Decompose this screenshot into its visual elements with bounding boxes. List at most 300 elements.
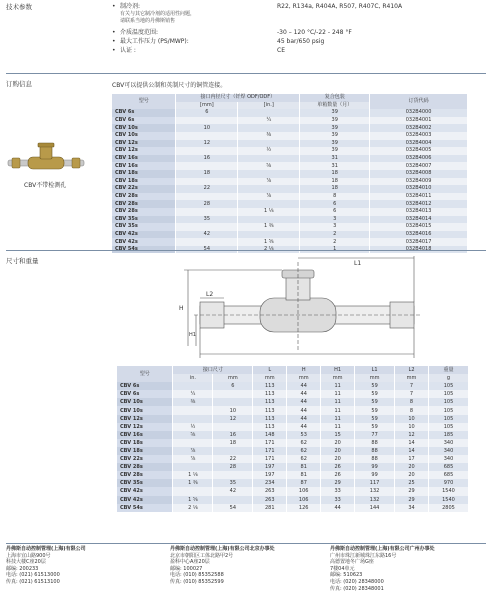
size-in-cell: 1 ⅝ [238,238,300,246]
office-beijing [170,546,275,586]
table-row [117,382,469,390]
dim-H-cell: 81 [287,471,321,479]
dim-H-cell: 44 [287,423,321,431]
code-cell: 032B4000 [370,109,468,117]
dim-L-cell: 113 [253,390,287,398]
dim-mm-cell: 18 [213,439,253,447]
code-cell: 032B4007 [370,162,468,170]
label-H: H [179,305,184,312]
qty-cell: 6 [300,208,370,216]
dim-L2-cell: 20 [395,471,429,479]
header-in: [in.] [238,102,300,110]
dim-H1-cell: 33 [321,487,355,495]
spec-list [112,2,482,55]
size-mm-cell [176,147,238,155]
dim-mm-cell [213,447,253,455]
dim-in-cell: ¼ [173,390,213,398]
footer-divider [6,543,486,544]
size-mm-cell: 28 [176,200,238,208]
bullet-icon: • [112,3,116,10]
table-row [117,423,469,431]
size-in-cell [238,155,300,163]
dim-in-cell [173,487,213,495]
model-cell: CBV 12s [117,415,173,423]
model-cell: CBV 18s [117,447,173,455]
dim-H1-cell: 20 [321,455,355,463]
dim-mm-cell [213,423,253,431]
dim-w-cell: 105 [428,406,468,414]
model-cell: CBV 10s [112,124,176,132]
dim-in-cell: 1 ⅝ [173,496,213,504]
table-row [117,471,469,479]
header-mm: [mm] [176,102,238,110]
header-model: 型号 [112,94,176,109]
dim-L2-cell: 7 [395,382,429,390]
size-mm-cell: 12 [176,140,238,148]
qty-cell: 6 [300,200,370,208]
header-in: in. [173,374,213,382]
office-line: 邮编: 200233 [6,565,39,572]
qty-cell: 3 [300,216,370,224]
dim-w-cell: 685 [428,463,468,471]
dim-L2-cell: 14 [395,439,429,447]
dim-L-cell: 113 [253,382,287,390]
model-cell: CBV 6s [112,117,176,125]
dim-H-cell: 44 [287,415,321,423]
dim-w-cell: 185 [428,431,468,439]
dim-w-cell: 685 [428,471,468,479]
size-mm-cell [176,117,238,125]
dim-in-cell: ⅞ [173,455,213,463]
dim-L1-cell: 77 [355,431,395,439]
size-in-cell [238,124,300,132]
qty-cell: 39 [300,124,370,132]
model-cell: CBV 16s [112,155,176,163]
qty-cell: 2 [300,231,370,239]
dim-L2-cell: 25 [395,479,429,487]
dim-H-cell: 44 [287,390,321,398]
header-L1: L1 [355,366,395,374]
dim-in-cell [173,406,213,414]
qty-cell: 31 [300,155,370,163]
table-row [112,216,468,224]
size-in-cell [238,170,300,178]
qty-cell: 39 [300,117,370,125]
office-line: 电话: (020) 28348000 [330,578,384,585]
dim-L-cell: 263 [253,496,287,504]
size-mm-cell: 22 [176,185,238,193]
table-row [117,504,469,512]
dim-in-cell [173,439,213,447]
qty-cell: 39 [300,140,370,148]
code-cell: 032B4010 [370,185,468,193]
dim-H1-cell: 11 [321,382,355,390]
size-mm-cell [176,193,238,201]
model-cell: CBV 42s [117,496,173,504]
code-cell: 032B4018 [370,246,468,254]
dim-w-cell: 105 [428,390,468,398]
size-in-cell [238,185,300,193]
office-line: 广州市珠江新城珠江东路16号 [330,552,397,559]
table-row [112,109,468,117]
dim-in-cell: ½ [173,423,213,431]
dim-L2-cell: 17 [395,455,429,463]
dim-mm-cell [213,471,253,479]
table-row [112,193,468,201]
qty-cell: 18 [300,178,370,186]
dim-L-cell: 113 [253,415,287,423]
dim-H1-cell: 33 [321,496,355,504]
model-cell: CBV 12s [112,140,176,148]
model-cell: CBV 28s [117,463,173,471]
table-row [117,447,469,455]
qty-cell: 18 [300,185,370,193]
size-in-cell: ⅜ [238,132,300,140]
dim-mm-cell: 10 [213,406,253,414]
dim-H1-cell: 11 [321,415,355,423]
model-cell: CBV 28s [112,208,176,216]
size-mm-cell: 35 [176,216,238,224]
section-divider [6,73,486,74]
dim-L-cell: 281 [253,504,287,512]
dim-mm-cell: 42 [213,487,253,495]
model-cell: CBV 54s [117,504,173,512]
dim-L2-cell: 8 [395,398,429,406]
valve-caption: CBV不带检测孔 [24,182,67,189]
spec-row [112,28,482,37]
dim-L1-cell: 144 [355,504,395,512]
dim-H1-cell: 20 [321,439,355,447]
dim-L2-cell: 12 [395,431,429,439]
table-row [117,439,469,447]
model-cell: CBV 6s [117,382,173,390]
dim-in-cell: 1 ⅛ [173,471,213,479]
spec-row [112,37,482,46]
code-cell: 032B4017 [370,238,468,246]
dim-in-cell [173,463,213,471]
dim-H1-cell: 44 [321,504,355,512]
qty-cell: 39 [300,109,370,117]
office-line: 丹佛斯自动控制管理(上海)有限公司 [6,546,86,552]
dim-L-cell: 113 [253,406,287,414]
size-in-cell: 1 ⅛ [238,208,300,216]
dim-in-cell [173,382,213,390]
table-row [112,140,468,148]
spec-label: 认证 : [120,47,136,54]
dim-H1-cell: 26 [321,471,355,479]
dim-L-cell: 113 [253,398,287,406]
dim-L-cell: 197 [253,463,287,471]
dimension-drawing [178,256,428,360]
dimension-table [117,366,469,512]
dim-H1-cell: 11 [321,390,355,398]
office-line: 丹佛斯自动控制管理(上海)有限公司广州办事处 [330,546,435,552]
dim-w-cell: 1540 [428,496,468,504]
spec-label: 制冷剂: [120,3,141,10]
office-line: 传真: (021) 61513100 [6,578,60,585]
dim-H-cell: 106 [287,487,321,495]
office-line: 电话: (010) 85352588 [170,572,224,579]
model-cell: CBV 35s [112,216,176,224]
model-cell: CBV 10s [117,406,173,414]
dim-H1-cell: 26 [321,463,355,471]
dim-w-cell: 340 [428,455,468,463]
qty-cell: 18 [300,170,370,178]
dim-H1-cell: 11 [321,406,355,414]
section-title-ordering: 订购信息 [6,80,32,88]
dim-mm-cell [213,496,253,504]
size-mm-cell [176,162,238,170]
dim-H1-cell: 29 [321,479,355,487]
unit-weight: g [428,374,468,382]
office-line: 传真: (010) 85352599 [170,578,224,585]
spec-value: -30 – 120 °C/-22 - 248 °F [277,29,352,36]
model-cell: CBV 28s [117,471,173,479]
header-H: H [287,366,321,374]
table-row [117,415,469,423]
code-cell: 032B4011 [370,193,468,201]
size-in-cell: ¼ [238,117,300,125]
dim-L2-cell: 10 [395,423,429,431]
dim-L1-cell: 59 [355,382,395,390]
table-row [112,117,468,125]
dim-mm-cell: 22 [213,455,253,463]
code-cell: 032B4016 [370,231,468,239]
code-cell: 032B4001 [370,117,468,125]
dim-w-cell: 970 [428,479,468,487]
qty-cell: 3 [300,223,370,231]
dim-L1-cell: 59 [355,415,395,423]
dim-L-cell: 171 [253,439,287,447]
model-cell: CBV 12s [117,423,173,431]
valve-photo [6,140,86,180]
label-L1: L1 [354,260,362,267]
header-pack: 复合包装 [300,94,370,102]
dim-L-cell: 263 [253,487,287,495]
unit-H1: mm [321,374,355,382]
code-cell: 032B4015 [370,223,468,231]
header-connection: 接口内径尺寸（钎焊 ODF/ODF） [176,94,300,102]
dim-L2-cell: 20 [395,463,429,471]
dim-mm-cell: 6 [213,382,253,390]
size-mm-cell: 6 [176,109,238,117]
dim-L1-cell: 132 [355,496,395,504]
size-mm-cell: 18 [176,170,238,178]
dim-H1-cell: 11 [321,398,355,406]
table-row [112,185,468,193]
label-L2: L2 [206,291,214,298]
dim-L2-cell: 10 [395,415,429,423]
dim-H-cell: 53 [287,431,321,439]
table-row [117,390,469,398]
dim-H-cell: 44 [287,406,321,414]
ordering-intro: CBV可以提供公制和英制尺寸的铜管连接。 [112,82,227,89]
dim-L1-cell: 88 [355,455,395,463]
code-cell: 032B4002 [370,124,468,132]
qty-cell: 39 [300,147,370,155]
header-connection: 接口尺寸 [173,366,253,374]
section-title-dimensions: 尺寸和重量 [6,257,39,265]
size-in-cell: 2 ⅛ [238,246,300,254]
header-L: L [253,366,287,374]
dim-mm-cell: 16 [213,431,253,439]
size-in-cell: ⅞ [238,178,300,186]
dim-in-cell: ⅜ [173,398,213,406]
table-row [112,147,468,155]
dim-L1-cell: 59 [355,390,395,398]
size-mm-cell: 54 [176,246,238,254]
size-mm-cell [176,132,238,140]
code-cell: 032B4004 [370,140,468,148]
dim-in-cell: ⅝ [173,431,213,439]
size-mm-cell [176,223,238,231]
office-line: 盈科中心A座20层 [170,559,210,566]
code-cell: 032B4009 [370,178,468,186]
dim-in-cell: 1 ⅜ [173,479,213,487]
model-cell: CBV 35s [112,223,176,231]
model-cell: CBV 28s [112,200,176,208]
code-cell: 032B4012 [370,200,468,208]
table-row [117,455,469,463]
header-weight: 重量 [428,366,468,374]
size-in-cell [238,109,300,117]
dim-L-cell: 113 [253,423,287,431]
office-line: 7楼04单元 [330,565,355,572]
table-row [112,132,468,140]
table-row [112,223,468,231]
section-divider [6,250,486,251]
dim-H1-cell: 15 [321,431,355,439]
office-shanghai [6,546,86,586]
dim-mm-cell: 54 [213,504,253,512]
size-in-cell [238,216,300,224]
unit-L1: mm [355,374,395,382]
dim-L1-cell: 59 [355,406,395,414]
dim-mm-cell: 35 [213,479,253,487]
section-title-tech: 技术参数 [6,3,32,11]
dim-w-cell: 105 [428,398,468,406]
dim-mm-cell [213,390,253,398]
model-cell: CBV 10s [117,398,173,406]
dim-L1-cell: 117 [355,479,395,487]
size-mm-cell: 42 [176,231,238,239]
unit-L2: mm [395,374,429,382]
dim-L1-cell: 59 [355,423,395,431]
model-cell: CBV 42s [112,238,176,246]
dim-H-cell: 62 [287,447,321,455]
dim-H-cell: 62 [287,455,321,463]
office-guangzhou [330,546,435,592]
model-cell: CBV 16s [117,431,173,439]
dim-H-cell: 87 [287,479,321,487]
office-line: 传真: (020) 28348001 [330,585,384,592]
model-cell: CBV 35s [117,479,173,487]
size-in-cell [238,231,300,239]
table-row [112,238,468,246]
header-L2: L2 [395,366,429,374]
dim-L1-cell: 88 [355,447,395,455]
office-line: 邮编: 100027 [170,565,203,572]
model-cell: CBV 18s [117,439,173,447]
model-cell: CBV 22s [112,185,176,193]
size-mm-cell [176,208,238,216]
dim-L-cell: 171 [253,447,287,455]
unit-H: mm [287,374,321,382]
size-mm-cell [176,238,238,246]
bullet-icon: • [112,47,116,54]
office-line: 邮编: 510623 [330,572,363,579]
spec-row [112,2,482,11]
dim-mm-cell: 28 [213,463,253,471]
label-H1: H1 [189,332,196,338]
size-in-cell: ⅞ [238,193,300,201]
dim-H1-cell: 20 [321,447,355,455]
dim-w-cell: 105 [428,423,468,431]
dim-L-cell: 234 [253,479,287,487]
office-line: 丹佛斯自动控制管理(上海)有限公司北京办事处 [170,546,275,552]
table-row [117,487,469,495]
model-cell: CBV 6s [117,390,173,398]
dim-L2-cell: 8 [395,406,429,414]
spec-row [112,46,482,55]
code-cell: 032B4005 [370,147,468,155]
dim-mm-cell [213,398,253,406]
dim-mm-cell: 12 [213,415,253,423]
model-cell: CBV 18s [112,170,176,178]
dim-H-cell: 44 [287,398,321,406]
table-row [117,496,469,504]
office-line: 科技大楼C座20层 [6,559,46,566]
code-cell: 032B4006 [370,155,468,163]
dim-H-cell: 44 [287,382,321,390]
dim-L2-cell: 29 [395,496,429,504]
bullet-icon: • [112,38,116,45]
dim-L2-cell: 14 [395,447,429,455]
spec-note: 请联系当地的丹佛斯销售 [120,18,176,24]
table-row [117,479,469,487]
table-row [117,463,469,471]
unit-L: mm [253,374,287,382]
bullet-icon: • [112,29,116,36]
code-cell: 032B4003 [370,132,468,140]
header-qty: 单箱数量（月） [300,102,370,110]
spec-value: R22, R134a, R404A, R507, R407C, R410A [277,3,403,10]
model-cell: CBV 16s [112,162,176,170]
table-row [112,200,468,208]
qty-cell: 1 [300,246,370,254]
dim-in-cell: ⅞ [173,447,213,455]
office-line: 上海市宜山路900号 [6,552,51,559]
table-row [112,208,468,216]
model-cell: CBV 22s [117,455,173,463]
table-row [112,231,468,239]
code-cell: 032B4014 [370,216,468,224]
code-cell: 032B4008 [370,170,468,178]
table-row [112,124,468,132]
dim-w-cell: 340 [428,439,468,447]
dim-w-cell: 2805 [428,504,468,512]
dim-L2-cell: 7 [395,390,429,398]
table-row [117,431,469,439]
table-row [112,162,468,170]
code-cell: 032B4013 [370,208,468,216]
model-cell: CBV 10s [112,132,176,140]
dim-w-cell: 340 [428,447,468,455]
spec-value: CE [277,47,285,54]
size-in-cell: 1 ⅜ [238,223,300,231]
model-cell: CBV 12s [112,147,176,155]
spec-value: 45 bar/650 psig [277,38,325,45]
